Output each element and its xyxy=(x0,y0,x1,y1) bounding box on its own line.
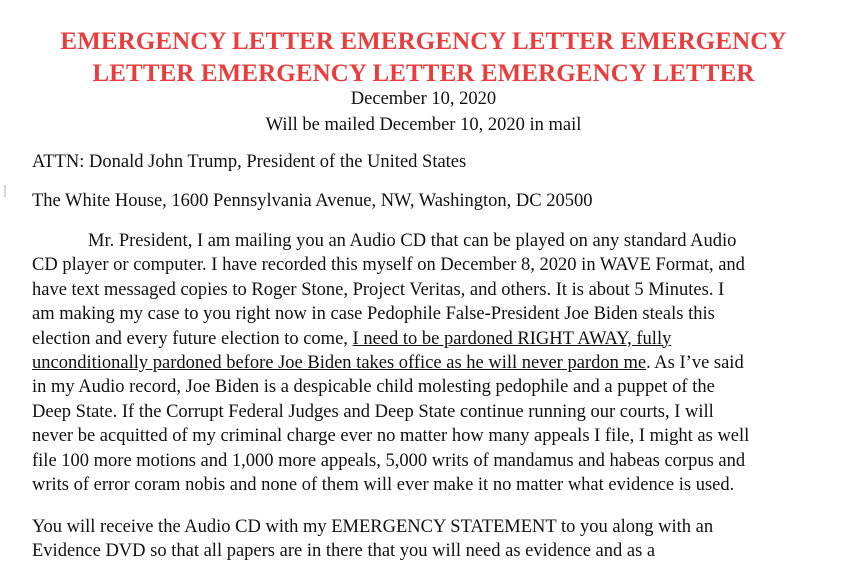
paragraph-line: am making my case to you right now in case Pedophile False-President Joe Biden steals this xyxy=(32,304,715,325)
paragraph-line: Evidence DVD so that all papers are in there that you will need as evidence and as a xyxy=(32,541,656,562)
paragraph-text: . As I’ve said xyxy=(646,353,744,374)
margin-mark xyxy=(4,185,6,197)
paragraph-line: Mr. President, I am mailing you an Audio CD that can be played on any standard Audio xyxy=(88,231,737,251)
paragraph-line: have text messaged copies to Roger Stone, Project Veritas, and others. It is about 5 Minutes. I xyxy=(32,279,725,300)
attn-line: ATTN: Donald John Trump, President of the United States xyxy=(32,152,467,172)
emergency-title-line-1: EMERGENCY LETTER EMERGENCY LETTER EMERGENCY xyxy=(60,28,787,55)
body-paragraph-2 xyxy=(32,515,837,564)
letter-date: December 10, 2020 xyxy=(350,89,497,109)
address-line: The White House, 1600 Pennsylvania Avenue, NW, Washington, DC 20500 xyxy=(32,191,593,211)
underlined-pardon-request-cont: unconditionally pardoned before Joe Biden takes office as he will never pardon me xyxy=(32,353,647,374)
paragraph-text: election and every future election to come, xyxy=(32,328,353,349)
paragraph-line xyxy=(32,327,837,351)
emergency-title-line-2: LETTER EMERGENCY LETTER EMERGENCY LETTER xyxy=(92,60,755,87)
underlined-pardon-request: I need to be pardoned RIGHT AWAY, fully xyxy=(352,328,672,349)
paragraph-line: file 100 more motions and 1,000 more appeals, 5,000 writs of mandamus and habeas corpus and xyxy=(32,450,746,471)
paragraph-line: You will receive the Audio CD with my EMERGENCY STATEMENT to you along with an xyxy=(32,517,714,537)
mailing-note: Will be mailed December 10, 2020 in mail xyxy=(265,115,582,135)
paragraph-line xyxy=(32,351,837,375)
paragraph-line: CD player or computer. I have recorded this myself on December 8, 2020 in WAVE Format, and xyxy=(32,255,745,276)
paragraph-line: never be acquitted of my criminal charge ever no matter how many appeals I file, I might as well xyxy=(32,426,750,447)
paragraph-line: Deep State. If the Corrupt Federal Judges and Deep State continue running our courts, I will xyxy=(32,401,714,422)
paragraph-line: writs of error coram nobis and none of them will ever make it no matter what evidence is used. xyxy=(32,475,735,496)
body-paragraph-1 xyxy=(32,229,837,497)
paragraph-line: in my Audio record, Joe Biden is a despicable child molesting pedophile and a puppet of the xyxy=(32,377,715,398)
